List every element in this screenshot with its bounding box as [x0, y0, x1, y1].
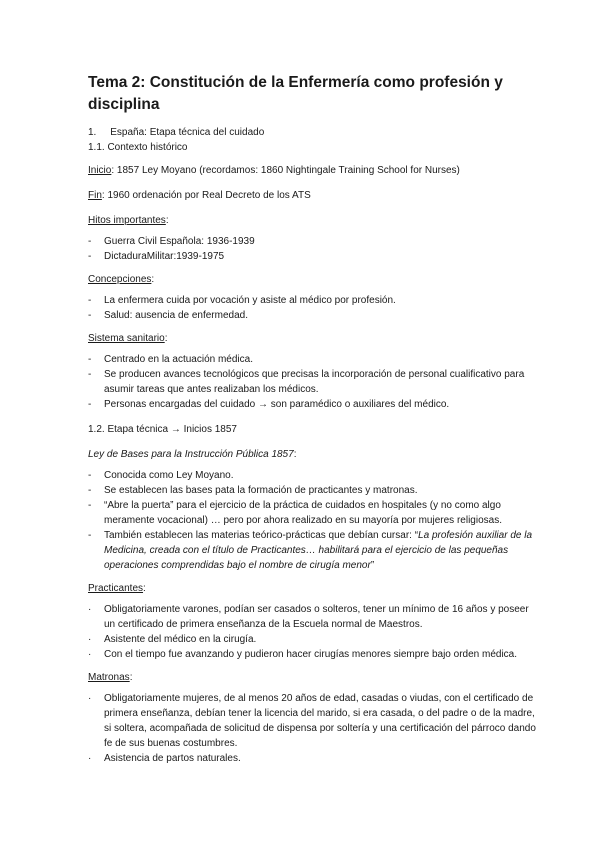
practicantes-heading: [88, 581, 540, 596]
subsection-1-2-heading: 1.2. Etapa técnica → Inicios 1857: [88, 424, 237, 435]
list-item: [88, 249, 540, 264]
list-item: [88, 691, 540, 751]
ley-title: Ley de Bases para la Instrucción Pública 1857: [88, 449, 294, 460]
ley-quote-close: ”: [370, 560, 375, 571]
list-marker: -: [88, 485, 92, 496]
list-item-text: Se establecen las bases pata la formación de practicantes y matronas.: [104, 485, 418, 496]
hitos-heading: [88, 213, 540, 228]
practicantes-label: Practicantes: [88, 583, 144, 594]
hitos-label: Hitos importantes: [88, 215, 166, 226]
list-marker: -: [88, 354, 92, 365]
subsection-1-1-heading: 1.1. Contexto histórico: [88, 142, 188, 153]
list-marker: ·: [88, 604, 92, 615]
list-item-text: “Abre la puerta” para el ejercicio de la práctica de cuidados en hospitales (y no como algo meramente vocacional) … pero por ahora realizado en su mayoría por mujeres religiosas.: [104, 500, 502, 526]
list-marker: ·: [88, 634, 92, 645]
inicio-line: [88, 163, 540, 178]
practicantes-list: [88, 602, 540, 662]
list-item: [88, 528, 540, 573]
list-item-text: Personas encargadas del cuidado → son paramédico o auxiliares del médico.: [104, 399, 450, 410]
list-marker: -: [88, 530, 92, 541]
list-item: [88, 632, 540, 647]
list-item: [88, 647, 540, 662]
list-marker: -: [88, 470, 92, 481]
list-marker: ·: [88, 753, 92, 764]
list-item: [88, 483, 540, 498]
fin-text: : 1960 ordenación por Real Decreto de los ATS: [101, 190, 311, 201]
list-item: [88, 308, 540, 323]
list-item-text: Guerra Civil Española: 1936-1939: [104, 236, 255, 247]
concepciones-list: [88, 293, 540, 323]
inicio-label: Inicio: [88, 165, 112, 176]
practicantes-suffix: :: [143, 583, 146, 594]
list-item-text: También establecen las materias teórico-prácticas que debían cursar: “: [104, 530, 419, 541]
matronas-label: Matronas: [88, 672, 130, 683]
list-item-text: Asistencia de partos naturales.: [104, 753, 241, 764]
list-item-text: Centrado en la actuación médica.: [104, 354, 253, 365]
list-item-text: Asistente del médico en la cirugía.: [104, 634, 257, 645]
list-item: [88, 498, 540, 528]
list-item: [88, 397, 540, 412]
document-title: Tema 2: Constitución de la Enfermería como profesión y disciplina: [88, 74, 503, 113]
ley-suffix: :: [293, 449, 297, 460]
list-marker: ·: [88, 693, 92, 704]
section-1-heading: [88, 125, 540, 140]
ley-heading: [88, 447, 540, 462]
list-item-text: Conocida como Ley Moyano.: [104, 470, 234, 481]
list-item-text: Con el tiempo fue avanzando y pudieron hacer cirugías menores siempre bajo orden médica.: [104, 649, 518, 660]
concepciones-suffix: :: [151, 274, 155, 285]
list-marker: -: [88, 369, 92, 380]
matronas-list: [88, 691, 540, 766]
list-item-text: Salud: ausencia de enfermedad.: [104, 310, 248, 321]
concepciones-heading: [88, 272, 540, 287]
list-item: [88, 234, 540, 249]
list-marker: -: [88, 310, 92, 321]
fin-line: [88, 188, 540, 203]
list-item: [88, 352, 540, 367]
section-1-text: España: Etapa técnica del cuidado: [110, 127, 265, 138]
list-marker: -: [88, 251, 92, 262]
fin-label: Fin: [88, 190, 102, 201]
inicio-text: : 1857 Ley Moyano (recordamos: 1860 Nightingale Training School for Nurses): [111, 165, 460, 176]
list-marker: -: [88, 236, 92, 247]
concepciones-label: Concepciones: [88, 274, 152, 285]
list-item-text: Obligatoriamente varones, podían ser casados o solteros, tener un mínimo de 16 años y poseer un certificado de primera enseñanza de la Escuela normal de Maestros.: [104, 604, 529, 630]
sistema-heading: [88, 331, 540, 346]
list-item-text: DictaduraMilitar:1939-1975: [104, 251, 225, 262]
list-marker: -: [88, 500, 92, 511]
section-1-number: 1.: [88, 127, 97, 138]
list-marker: -: [88, 295, 92, 306]
list-item: [88, 751, 540, 766]
matronas-suffix: :: [129, 672, 133, 683]
list-item: [88, 367, 540, 397]
list-marker: -: [88, 399, 92, 410]
list-item: [88, 602, 540, 632]
list-item: [88, 468, 540, 483]
sistema-label: Sistema sanitario: [88, 333, 165, 344]
hitos-suffix: :: [165, 215, 169, 226]
sistema-suffix: :: [164, 333, 168, 344]
list-marker: ·: [88, 649, 92, 660]
hitos-list: [88, 234, 540, 264]
matronas-heading: [88, 670, 540, 685]
sistema-list: [88, 352, 540, 412]
ley-list: [88, 468, 540, 573]
ley-quote: La profesión auxiliar de la Medicina, creada con el título de Practicantes… habilitará para el ejercicio de las pequeñas operaciones comprendidas bajo el nombre de cirugía menor: [104, 530, 533, 571]
list-item-text: Obligatoriamente mujeres, de al menos 20 años de edad, casadas o viudas, con el certificado de primera enseñanza, debían tener la licencia del marido, si era casada, o del padre o de la madre, si soltera, acompañada de solicitud de dispensa por soltería y una certificación del párroco dando fe de sus buenas costumbres.: [104, 693, 536, 749]
list-item: [88, 293, 540, 308]
list-item-text: Se producen avances tecnológicos que precisas la incorporación de personal cualificativo para asumir tareas que antes realizaban los médicos.: [104, 369, 525, 395]
list-item-text: La enfermera cuida por vocación y asiste al médico por profesión.: [104, 295, 396, 306]
